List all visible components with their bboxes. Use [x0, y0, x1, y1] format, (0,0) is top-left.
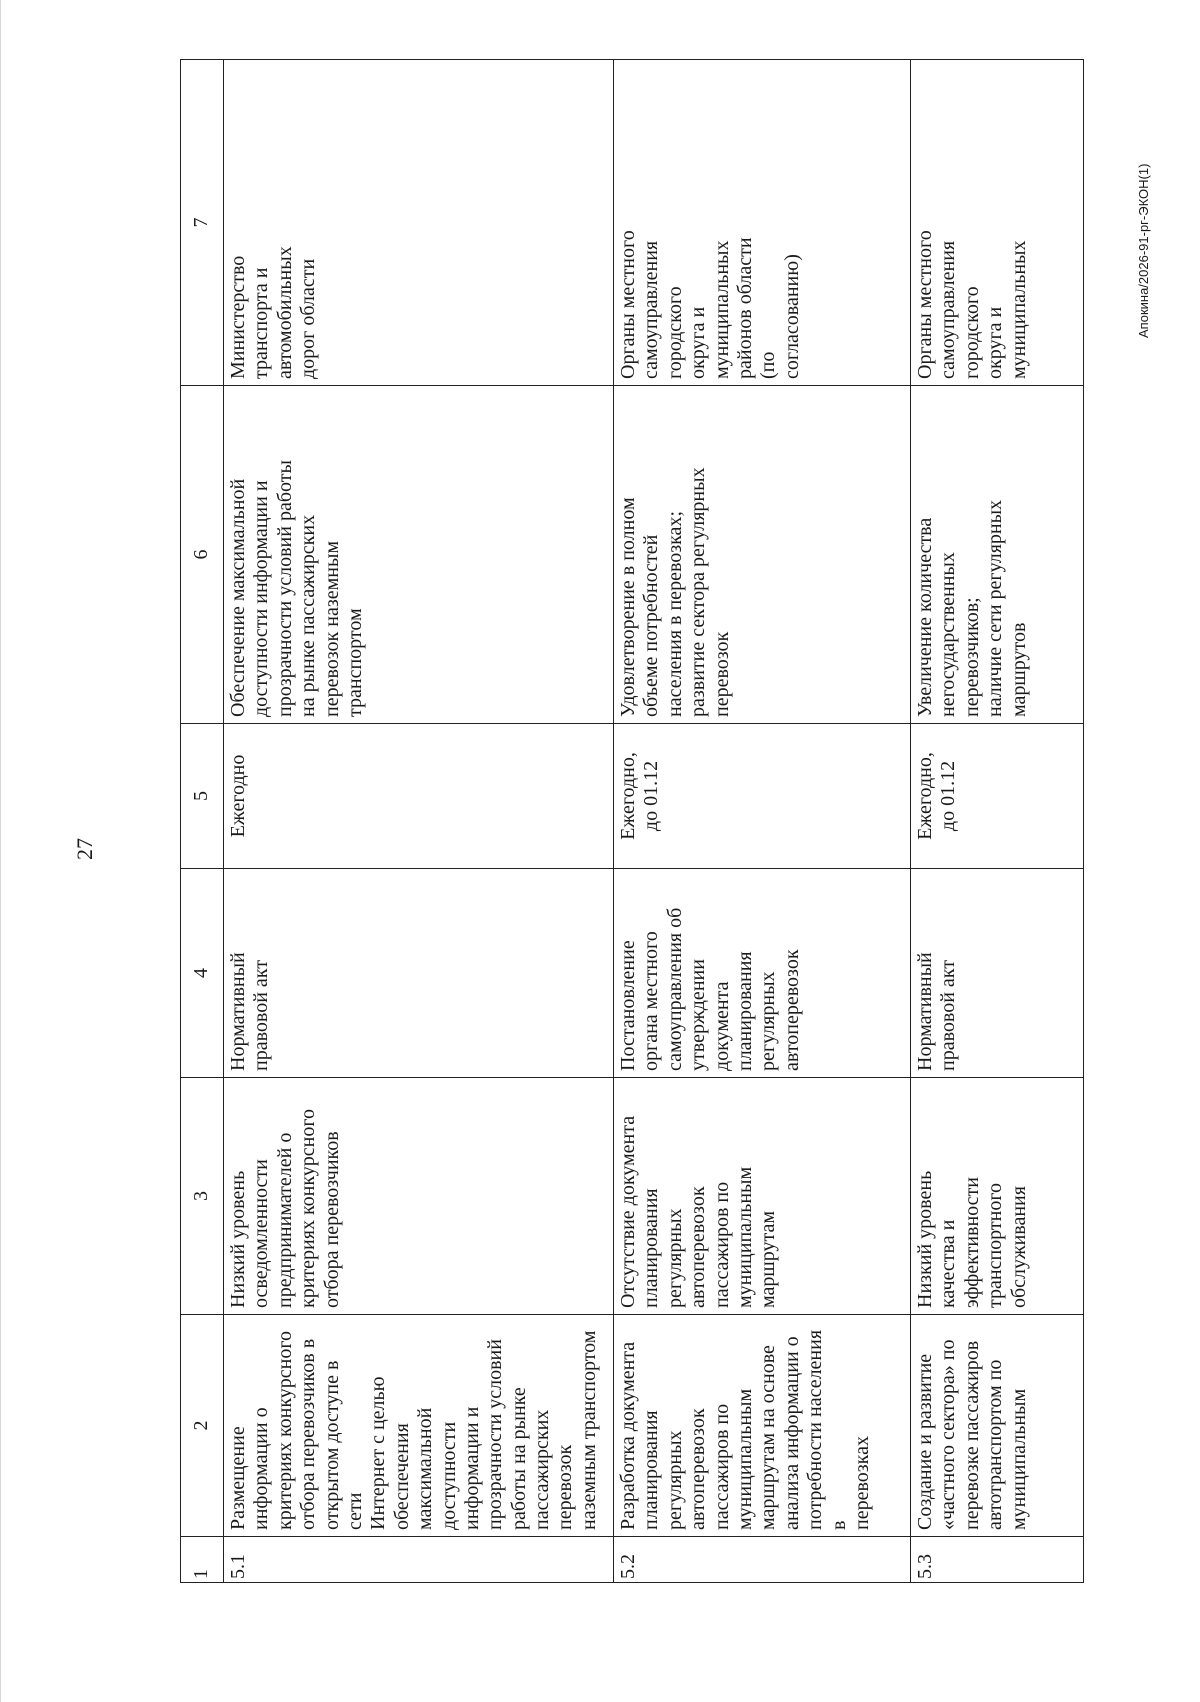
responsible-text: Министерство транспорта и автомобильных дорог области [227, 246, 320, 379]
header-col-3: 3 [181, 1078, 224, 1315]
result-cell [224, 386, 614, 724]
deadline-cell [911, 724, 1084, 869]
measure-text: Создание и развитие «частного сектора» по перевозке пассажиров автотранспортом по муниципальным [914, 1339, 1030, 1530]
document-cell [614, 869, 911, 1078]
measure-cell [911, 1315, 1084, 1537]
header-col-7: 7 [181, 60, 224, 386]
rotated-table-container [180, 120, 1110, 1583]
problem-text: Отсутствие документа планирования регулярных автоперевозок пассажиров по муниципальным маршрутам [617, 1115, 780, 1308]
measure-text: Размещение информации о критериях конкурсного отбора перевозчиков в открытом доступе в сети Интернет с целью обеспечения максимальной доступности информации и прозрачности условий работы на рынке пассажирских перевозок наземным транспортом [227, 1330, 600, 1530]
document-text: Постановление органа местного самоуправления об утверждении документа планирования регулярных автоперевозок [617, 907, 803, 1071]
measure-cell [614, 1315, 911, 1537]
deadline-text: Ежегодно [227, 754, 249, 838]
measure-text: Разработка документа планирования регулярных автоперевозок пассажиров по муниципальным маршрутам на основе анализа информации о потребности населения в перевозках [617, 1329, 873, 1530]
measures-table [180, 59, 1084, 1583]
deadline-cell [224, 724, 614, 869]
problem-text: Низкий уровень осведомленности предпринимателей о критериях конкурсного отбора перевозчиков [227, 1108, 343, 1308]
document-text: Нормативный правовой акт [914, 952, 960, 1071]
responsible-text: Органы местного самоуправления городского округа и муниципальных [914, 230, 1030, 379]
table-row [614, 60, 911, 1583]
row-number: 5.3 [911, 1537, 1084, 1583]
table-row [911, 60, 1084, 1583]
result-text: Обеспечение максимальной доступности информации и прозрачности условий работы на рынке пассажирских перевозок наземным транспортом [227, 460, 366, 717]
problem-cell [614, 1078, 911, 1315]
problem-text: Низкий уровень качества и эффективности транспортного обслуживания [914, 1170, 1030, 1308]
row-number: 5.1 [224, 1537, 614, 1583]
header-col-5: 5 [181, 724, 224, 869]
result-cell [614, 386, 911, 724]
problem-cell [911, 1078, 1084, 1315]
responsible-cell [911, 60, 1084, 386]
scan-edge-line [0, 0, 1, 1702]
table-row [224, 60, 614, 1583]
deadline-text: Ежегодно, до 01.12 [617, 752, 663, 840]
result-text: Увеличение количества негосударственных перевозчиков; наличие сети регулярных маршрутов [914, 499, 1030, 717]
measure-cell [224, 1315, 614, 1537]
problem-cell [224, 1078, 614, 1315]
responsible-text: Органы местного самоуправления городского округа и муниципальных районов области (по согласованию) [617, 230, 803, 379]
header-col-1: 1 [181, 1537, 224, 1583]
header-col-2: 2 [181, 1315, 224, 1537]
document-cell [911, 869, 1084, 1078]
result-text: Удовлетворение в полном объеме потребностей населения в перевозках; развитие сектора регулярных перевозок [617, 467, 733, 717]
row-number: 5.2 [614, 1537, 911, 1583]
header-col-6: 6 [181, 386, 224, 724]
deadline-text: Ежегодно, до 01.12 [914, 752, 960, 840]
header-col-4: 4 [181, 869, 224, 1078]
table-header-row [181, 60, 224, 1583]
document-text: Нормативный правовой акт [227, 952, 273, 1071]
deadline-cell [614, 724, 911, 869]
responsible-cell [614, 60, 911, 386]
document-footer-code: Апокина/2026-91-рг-ЭКОН(1) [1136, 163, 1151, 338]
document-cell [224, 869, 614, 1078]
responsible-cell [224, 60, 614, 386]
page-number: 27 [72, 838, 97, 860]
result-cell [911, 386, 1084, 724]
